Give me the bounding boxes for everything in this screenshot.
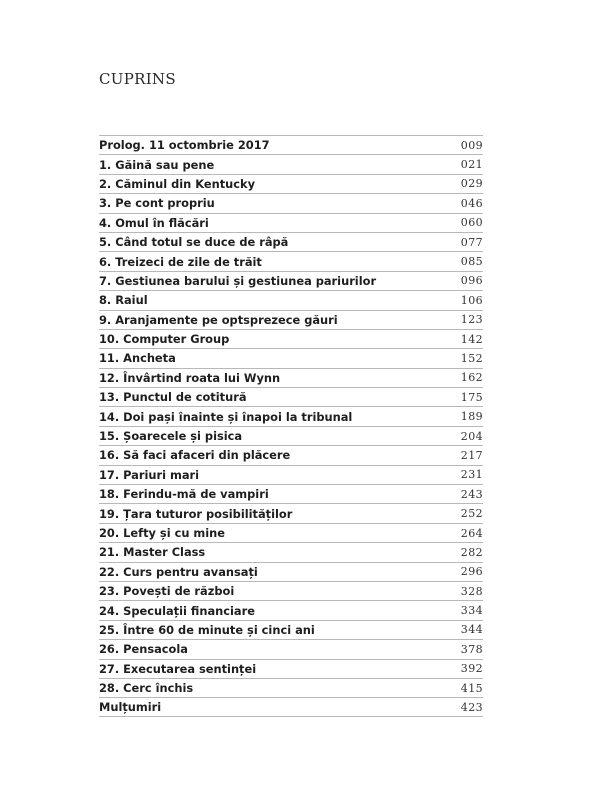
toc-entry-title: 21. Master Class — [99, 545, 206, 560]
toc-entry-page: 378 — [460, 642, 483, 656]
toc-entry-page: 009 — [460, 138, 483, 152]
toc-entry-title: 15. Șoarecele și pisica — [99, 429, 243, 444]
toc-row — [99, 232, 483, 251]
toc-entry-page: 021 — [460, 158, 483, 172]
toc-entry-page: 334 — [460, 604, 483, 618]
toc-row — [99, 523, 483, 542]
toc-entry-page: 415 — [460, 681, 483, 695]
toc-row — [99, 678, 483, 697]
toc-row — [99, 329, 483, 348]
toc-entry-title: 24. Speculații financiare — [99, 603, 255, 618]
toc-entry-page: 264 — [460, 526, 483, 540]
toc-entry-page: 189 — [460, 410, 483, 424]
toc-row — [99, 484, 483, 503]
toc-row — [99, 135, 483, 154]
toc-entry-title: 3. Pe cont propriu — [99, 196, 215, 211]
toc-entry-title: 5. Când totul se duce de râpă — [99, 235, 289, 250]
toc-entry-page: 243 — [460, 487, 483, 501]
toc-entry-page: 328 — [460, 584, 483, 598]
table-of-contents — [99, 135, 483, 717]
toc-entry-title: 2. Căminul din Kentucky — [99, 176, 256, 191]
toc-entry-title: 9. Aranjamente pe optsprezece găuri — [99, 312, 338, 327]
toc-entry-page: 204 — [460, 429, 483, 443]
toc-row — [99, 213, 483, 232]
toc-row — [99, 600, 483, 619]
toc-entry-page: 142 — [460, 332, 483, 346]
toc-entry-title: 7. Gestiunea barului și gestiunea pariurilor — [99, 273, 377, 288]
toc-entry-page: 106 — [460, 293, 483, 307]
toc-row — [99, 368, 483, 387]
toc-entry-page: 252 — [460, 507, 483, 521]
toc-row — [99, 387, 483, 406]
toc-entry-title: 26. Pensacola — [99, 642, 188, 657]
toc-row — [99, 251, 483, 270]
toc-entry-title: 1. Găină sau pene — [99, 157, 215, 172]
toc-entry-page: 046 — [460, 196, 483, 210]
toc-entry-title: 22. Curs pentru avansați — [99, 564, 258, 579]
toc-row — [99, 406, 483, 425]
toc-entry-title: 6. Treizeci de zile de trăit — [99, 254, 262, 269]
toc-row — [99, 562, 483, 581]
toc-row — [99, 581, 483, 600]
toc-row — [99, 271, 483, 290]
toc-entry-page: 175 — [460, 390, 483, 404]
toc-row — [99, 542, 483, 561]
toc-row — [99, 193, 483, 212]
toc-entry-title: 20. Lefty și cu mine — [99, 526, 226, 540]
toc-entry-title: 16. Să faci afaceri din plăcere — [99, 448, 291, 463]
toc-entry-page: 096 — [460, 274, 483, 288]
toc-entry-page: 077 — [460, 235, 483, 249]
toc-entry-page: 282 — [460, 545, 483, 559]
toc-entry-page: 344 — [460, 623, 483, 637]
toc-entry-title: Mulțumiri — [99, 700, 162, 715]
toc-entry-page: 231 — [460, 468, 483, 482]
toc-heading: CUPRINS — [99, 70, 176, 88]
toc-row — [99, 445, 483, 464]
toc-entry-title: 10. Computer Group — [99, 332, 230, 347]
toc-entry-title: Prolog. 11 octombrie 2017 — [99, 138, 270, 153]
toc-entry-title: 11. Ancheta — [99, 351, 176, 366]
toc-entry-page: 152 — [460, 351, 483, 365]
toc-row — [99, 697, 483, 716]
toc-entry-page: 392 — [460, 662, 483, 676]
toc-entry-title: 19. Țara tuturor posibilităților — [99, 506, 293, 521]
toc-entry-page: 123 — [460, 313, 483, 327]
toc-entry-page: 060 — [460, 216, 483, 230]
toc-row — [99, 290, 483, 309]
toc-row — [99, 465, 483, 484]
toc-entry-title: 8. Raiul — [99, 293, 148, 308]
toc-entry-title: 28. Cerc închis — [99, 681, 194, 696]
toc-row — [99, 310, 483, 329]
toc-entry-title: 27. Executarea sentinței — [99, 661, 257, 676]
toc-row — [99, 503, 483, 522]
toc-entry-title: 14. Doi pași înainte și înapoi la tribunal — [99, 409, 353, 424]
toc-entry-title: 25. Între 60 de minute și cinci ani — [99, 622, 315, 637]
toc-entry-page: 162 — [460, 371, 483, 385]
toc-entry-page: 423 — [460, 700, 483, 714]
toc-row — [99, 639, 483, 658]
toc-entry-title: 4. Omul în flăcări — [99, 215, 209, 230]
toc-row — [99, 659, 483, 678]
toc-entry-title: 12. Învârtind roata lui Wynn — [99, 370, 281, 385]
toc-row — [99, 154, 483, 173]
toc-entry-page: 029 — [460, 177, 483, 191]
toc-entry-page: 296 — [460, 565, 483, 579]
toc-entry-page: 217 — [460, 448, 483, 462]
toc-row — [99, 174, 483, 193]
toc-entry-title: 13. Punctul de cotitură — [99, 390, 247, 405]
toc-entry-title: 18. Ferindu-mă de vampiri — [99, 487, 269, 502]
toc-row — [99, 426, 483, 445]
toc-entry-page: 085 — [460, 255, 483, 269]
toc-row — [99, 620, 483, 639]
toc-entry-title: 17. Pariuri mari — [99, 467, 200, 482]
toc-entry-title: 23. Povești de război — [99, 584, 235, 599]
toc-row — [99, 348, 483, 367]
